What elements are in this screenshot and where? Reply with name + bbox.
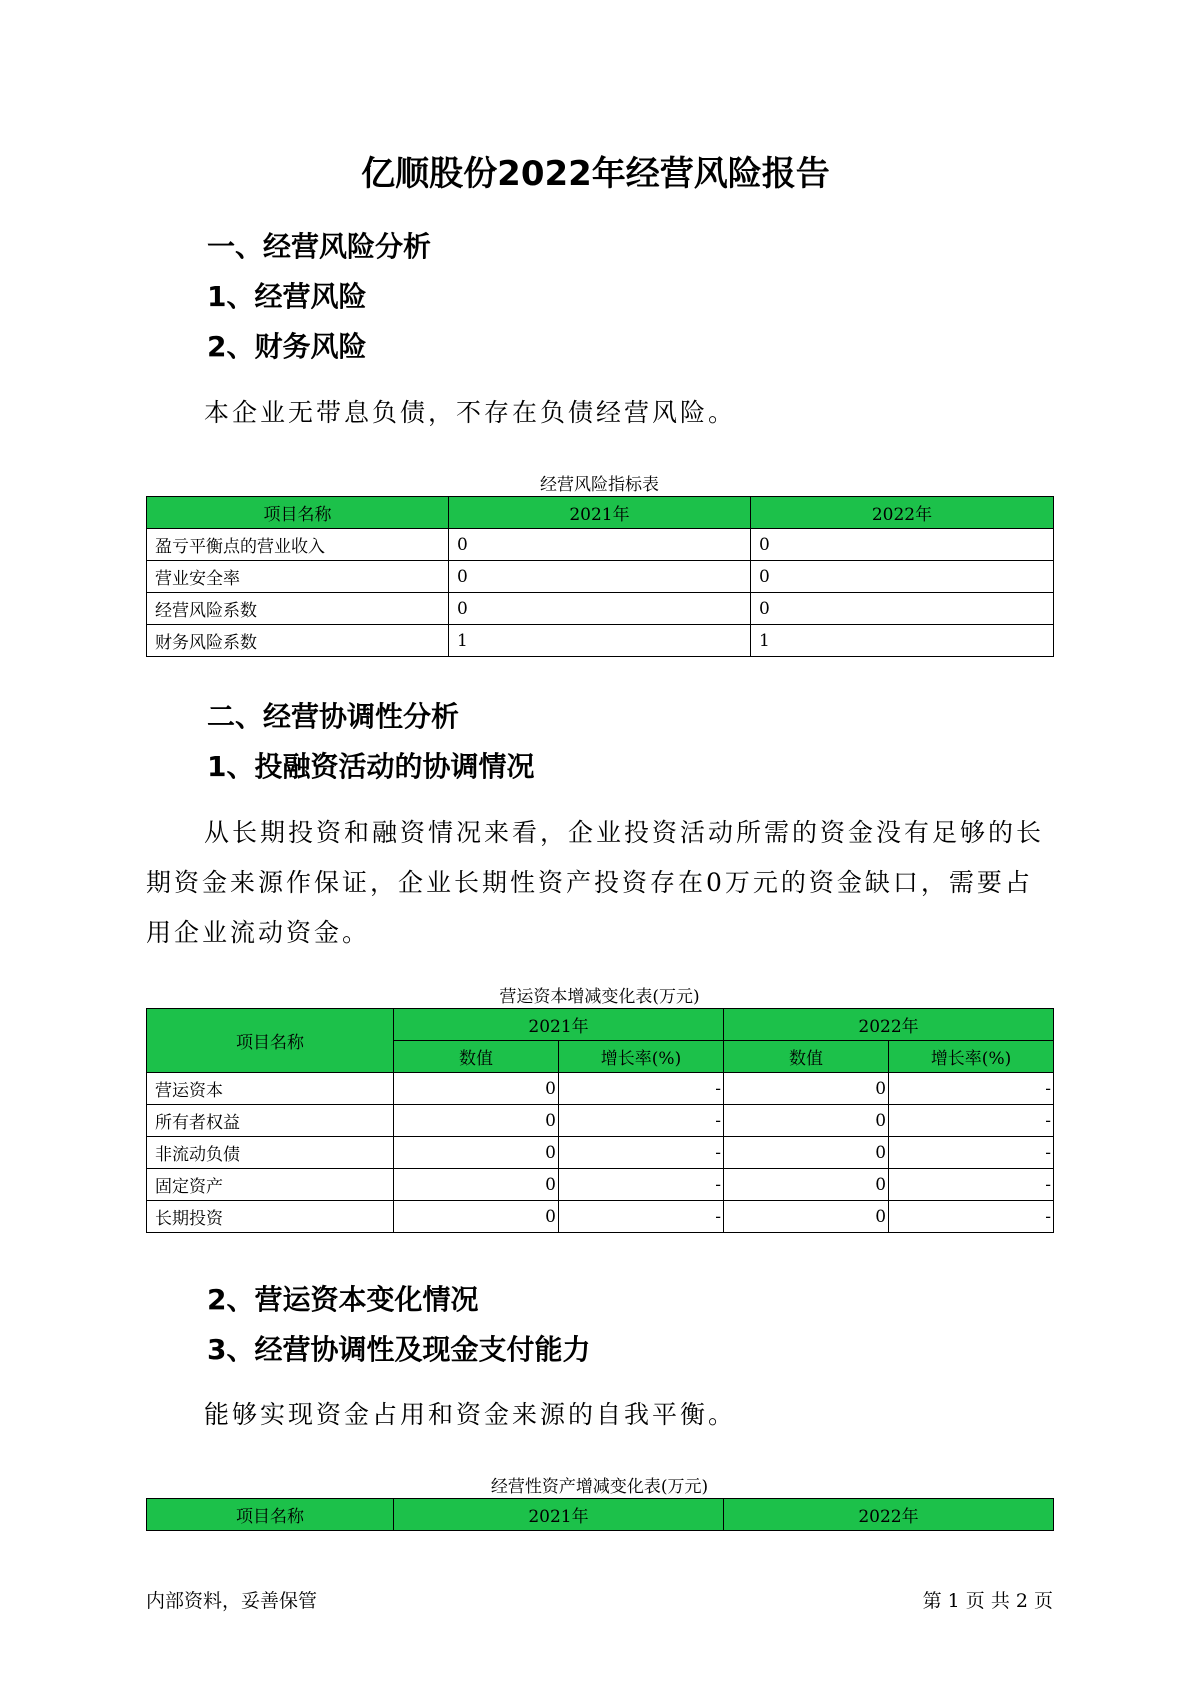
table-cell: 0	[394, 1105, 559, 1137]
table-cell: 0	[724, 1073, 889, 1105]
header-cell: 项目名称	[147, 1009, 394, 1073]
table-cell: 0	[394, 1169, 559, 1201]
operating-assets-table	[146, 1498, 1054, 1531]
paragraph-cash-payment: 能够实现资金占用和资金来源的自我平衡。	[204, 1400, 737, 1429]
table-cell: 0	[724, 1137, 889, 1169]
table-cell: 固定资产	[147, 1169, 394, 1201]
table-cell: -	[889, 1169, 1054, 1201]
table-cell: -	[889, 1105, 1054, 1137]
table-cell: 0	[449, 529, 751, 561]
table-cell: -	[889, 1137, 1054, 1169]
table-row	[147, 561, 1054, 593]
table-cell: 所有者权益	[147, 1105, 394, 1137]
table-cell: 0	[449, 593, 751, 625]
table-cell: 0	[449, 561, 751, 593]
table-cell: -	[559, 1105, 724, 1137]
subsection-cash-payment: 3、经营协调性及现金支付能力	[207, 1333, 591, 1366]
table-row	[147, 1169, 1054, 1201]
table-row	[147, 625, 1054, 657]
table-cell: 0	[724, 1201, 889, 1233]
table-row	[147, 1073, 1054, 1105]
subsection-financial-risk: 2、财务风险	[207, 330, 367, 363]
table-cell: 1	[449, 625, 751, 657]
paragraph-financial-risk: 本企业无带息负债，不存在负债经营风险。	[204, 398, 737, 427]
table2-caption: 营运资本增减变化表(万元)	[499, 987, 700, 1007]
header-cell: 项目名称	[147, 497, 449, 529]
table-cell: -	[559, 1169, 724, 1201]
header-cell: 2022年	[724, 1009, 1054, 1041]
risk-indicator-table	[146, 496, 1054, 657]
table-cell: 0	[394, 1073, 559, 1105]
table-cell: 经营风险系数	[147, 593, 449, 625]
table-cell: 财务风险系数	[147, 625, 449, 657]
table-cell: 0	[724, 1169, 889, 1201]
footer-confidential: 内部资料，妥善保管	[146, 1590, 318, 1612]
section-heading-2: 二、经营协调性分析	[207, 700, 460, 733]
header-cell: 数值	[724, 1041, 889, 1073]
working-capital-table	[146, 1008, 1054, 1233]
table-cell: 营业安全率	[147, 561, 449, 593]
header-cell: 2021年	[449, 497, 751, 529]
table-cell: -	[559, 1201, 724, 1233]
header-cell: 2021年	[394, 1009, 724, 1041]
table-cell: 0	[394, 1201, 559, 1233]
table-header-row	[147, 497, 1054, 529]
header-cell: 2022年	[751, 497, 1054, 529]
table-cell: 0	[394, 1137, 559, 1169]
table-cell: 非流动负债	[147, 1137, 394, 1169]
table-row	[147, 1105, 1054, 1137]
table-cell: 0	[751, 593, 1054, 625]
section-heading-1: 一、经营风险分析	[207, 230, 432, 263]
table-cell: 盈亏平衡点的营业收入	[147, 529, 449, 561]
header-cell: 2022年	[724, 1499, 1054, 1531]
table-row	[147, 593, 1054, 625]
table-cell: -	[559, 1137, 724, 1169]
subsection-working-capital: 2、营运资本变化情况	[207, 1283, 479, 1316]
table-header-row	[147, 1009, 1054, 1041]
table-cell: -	[889, 1073, 1054, 1105]
table-cell: 长期投资	[147, 1201, 394, 1233]
table-row	[147, 1137, 1054, 1169]
table-cell: 0	[751, 529, 1054, 561]
table1-caption: 经营风险指标表	[540, 475, 659, 495]
table-cell: 0	[751, 561, 1054, 593]
table-cell: 1	[751, 625, 1054, 657]
table-cell: -	[889, 1201, 1054, 1233]
table-cell: 营运资本	[147, 1073, 394, 1105]
subsection-investment-financing: 1、投融资活动的协调情况	[207, 750, 535, 783]
table-cell: 0	[724, 1105, 889, 1137]
subsection-operating-risk: 1、经营风险	[207, 280, 367, 313]
header-cell: 增长率(%)	[889, 1041, 1054, 1073]
table3-caption: 经营性资产增减变化表(万元)	[490, 1477, 709, 1497]
header-cell: 2021年	[394, 1499, 724, 1531]
header-cell: 项目名称	[147, 1499, 394, 1531]
table-row	[147, 1201, 1054, 1233]
header-cell: 增长率(%)	[559, 1041, 724, 1073]
header-cell: 数值	[394, 1041, 559, 1073]
table-cell: -	[559, 1073, 724, 1105]
footer-page-number: 第 1 页 共 2 页	[922, 1590, 1053, 1612]
table-header-row	[147, 1499, 1054, 1531]
document-title: 亿顺股份2022年经营风险报告	[361, 154, 830, 194]
table-row	[147, 529, 1054, 561]
paragraph-investment-financing: 从长期投资和融资情况来看，企业投资活动所需的资金没有足够的长期资金来源作保证，企业长期性资产投资存在0万元的资金缺口，需要占用企业流动资金。	[146, 818, 1045, 947]
